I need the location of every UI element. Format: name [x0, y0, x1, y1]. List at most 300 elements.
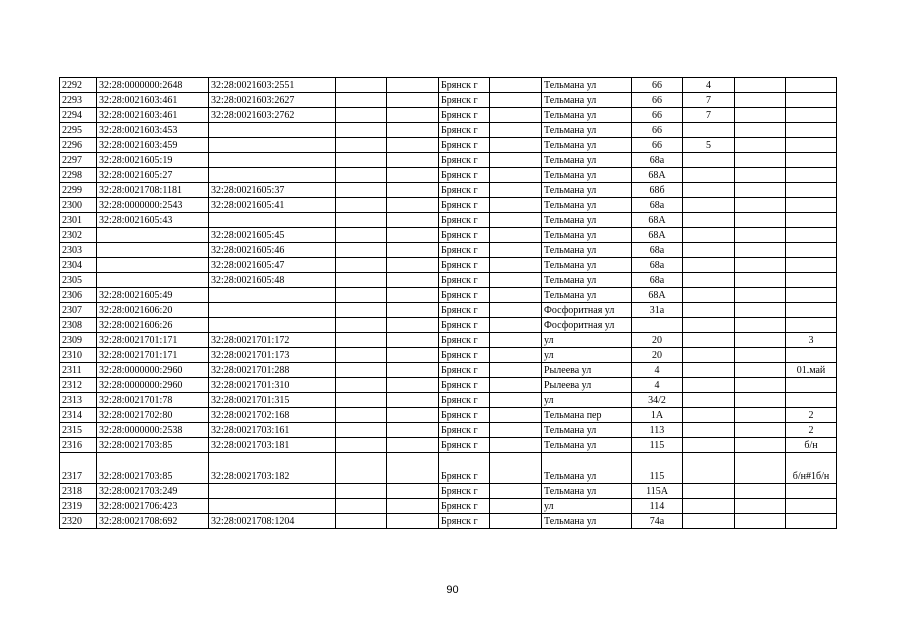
- table-cell: 66: [632, 78, 683, 93]
- table-cell: [387, 288, 439, 303]
- table-cell: [387, 408, 439, 423]
- table-cell: [735, 438, 786, 453]
- table-cell: 4: [632, 378, 683, 393]
- table-cell: 32:28:0021706:423: [97, 499, 209, 514]
- table-row: [60, 514, 837, 529]
- table-cell: [336, 213, 387, 228]
- table-cell: [735, 213, 786, 228]
- table-cell: Тельмана ул: [542, 183, 632, 198]
- table-row: [60, 123, 837, 138]
- table-row: [60, 499, 837, 514]
- table-cell: 2311: [60, 363, 97, 378]
- table-cell: [735, 198, 786, 213]
- table-cell: [735, 514, 786, 529]
- table-cell: [786, 123, 837, 138]
- table-cell: 32:28:0021603:461: [97, 93, 209, 108]
- table-cell: 32:28:0021703:85: [97, 453, 209, 484]
- table-cell: [735, 183, 786, 198]
- table-cell: 32:28:0021605:19: [97, 153, 209, 168]
- table-cell: 32:28:0021605:49: [97, 288, 209, 303]
- table-cell: Брянск г: [439, 514, 490, 529]
- table-cell: [387, 303, 439, 318]
- table-cell: [336, 243, 387, 258]
- table-cell: Брянск г: [439, 183, 490, 198]
- table-cell: 32:28:0021603:2762: [209, 108, 336, 123]
- table-cell: [786, 93, 837, 108]
- table-cell: [683, 318, 735, 333]
- table-row: [60, 273, 837, 288]
- table-cell: [490, 258, 542, 273]
- table-cell: Тельмана ул: [542, 228, 632, 243]
- table-cell: 32:28:0021702:168: [209, 408, 336, 423]
- table-cell: 66: [632, 138, 683, 153]
- table-cell: 2292: [60, 78, 97, 93]
- table-cell: [97, 258, 209, 273]
- table-cell: [683, 408, 735, 423]
- table-cell: 2296: [60, 138, 97, 153]
- table-cell: [387, 78, 439, 93]
- table-cell: 4: [683, 78, 735, 93]
- table-cell: 32:28:0021603:2627: [209, 93, 336, 108]
- table-cell: [336, 288, 387, 303]
- table-cell: Тельмана ул: [542, 78, 632, 93]
- table-cell: [387, 378, 439, 393]
- table-cell: 32:28:0021605:48: [209, 273, 336, 288]
- table-cell: 32:28:0021603:461: [97, 108, 209, 123]
- table-row: [60, 213, 837, 228]
- table-cell: [336, 78, 387, 93]
- table-cell: [735, 408, 786, 423]
- table-cell: [336, 348, 387, 363]
- table-cell: [683, 393, 735, 408]
- table-row: [60, 288, 837, 303]
- table-cell: 20: [632, 333, 683, 348]
- table-cell: [387, 438, 439, 453]
- table-cell: Брянск г: [439, 78, 490, 93]
- table-cell: 2312: [60, 378, 97, 393]
- table-cell: 114: [632, 499, 683, 514]
- table-cell: [387, 258, 439, 273]
- table-cell: 1А: [632, 408, 683, 423]
- table-cell: 32:28:0021605:37: [209, 183, 336, 198]
- table-cell: [683, 499, 735, 514]
- table-cell: [387, 168, 439, 183]
- table-cell: 68А: [632, 213, 683, 228]
- table-cell: [735, 153, 786, 168]
- table-cell: Фосфоритная ул: [542, 303, 632, 318]
- table-cell: [490, 288, 542, 303]
- table-cell: [490, 393, 542, 408]
- table-cell: [786, 348, 837, 363]
- table-cell: 32:28:0021701:78: [97, 393, 209, 408]
- table-cell: [490, 213, 542, 228]
- table-cell: 32:28:0021605:27: [97, 168, 209, 183]
- table-cell: 68а: [632, 198, 683, 213]
- table-cell: Рылеева ул: [542, 363, 632, 378]
- table-cell: [735, 499, 786, 514]
- table-row: [60, 228, 837, 243]
- table-row: [60, 348, 837, 363]
- table-cell: 74а: [632, 514, 683, 529]
- table-cell: 68А: [632, 168, 683, 183]
- table-cell: Тельмана пер: [542, 408, 632, 423]
- table-cell: 2320: [60, 514, 97, 529]
- table-cell: 2298: [60, 168, 97, 183]
- table-cell: 32:28:0021703:181: [209, 438, 336, 453]
- table-cell: [735, 484, 786, 499]
- table-cell: Брянск г: [439, 288, 490, 303]
- table-cell: [490, 168, 542, 183]
- table-cell: [786, 168, 837, 183]
- table-cell: [490, 514, 542, 529]
- table-cell: 68А: [632, 228, 683, 243]
- table-cell: 2294: [60, 108, 97, 123]
- table-cell: 32:28:0000000:2538: [97, 423, 209, 438]
- table-row: [60, 453, 837, 484]
- page-number: 90: [446, 584, 459, 596]
- table-cell: [336, 423, 387, 438]
- table-cell: [786, 228, 837, 243]
- table-cell: [490, 93, 542, 108]
- table-cell: [735, 168, 786, 183]
- table-cell: 2309: [60, 333, 97, 348]
- table-cell: [387, 138, 439, 153]
- table-cell: 32:28:0021603:459: [97, 138, 209, 153]
- table-cell: Тельмана ул: [542, 93, 632, 108]
- table-cell: Брянск г: [439, 378, 490, 393]
- table-row: [60, 318, 837, 333]
- table-cell: 3: [786, 333, 837, 348]
- table-cell: [209, 499, 336, 514]
- table-cell: [209, 123, 336, 138]
- table-cell: 68а: [632, 243, 683, 258]
- table-row: [60, 438, 837, 453]
- table-cell: Брянск г: [439, 213, 490, 228]
- table-cell: [336, 138, 387, 153]
- table-cell: 2: [786, 423, 837, 438]
- table-cell: Тельмана ул: [542, 138, 632, 153]
- table-row: [60, 393, 837, 408]
- table-cell: [683, 273, 735, 288]
- table-cell: 32:28:0021701:288: [209, 363, 336, 378]
- table-cell: Брянск г: [439, 273, 490, 288]
- table-cell: [387, 393, 439, 408]
- table-cell: ул: [542, 499, 632, 514]
- table-cell: [490, 123, 542, 138]
- table-cell: Брянск г: [439, 423, 490, 438]
- table-cell: [786, 514, 837, 529]
- table-cell: Тельмана ул: [542, 484, 632, 499]
- table-cell: [786, 288, 837, 303]
- table-cell: [683, 198, 735, 213]
- table-cell: [490, 183, 542, 198]
- table-cell: 4: [632, 363, 683, 378]
- table-cell: [336, 108, 387, 123]
- table-cell: [490, 363, 542, 378]
- table-cell: [336, 318, 387, 333]
- table-cell: Тельмана ул: [542, 258, 632, 273]
- table-cell: [735, 363, 786, 378]
- table-cell: [735, 228, 786, 243]
- table-cell: 68а: [632, 153, 683, 168]
- table-cell: 2305: [60, 273, 97, 288]
- table-cell: [786, 108, 837, 123]
- table-cell: [336, 514, 387, 529]
- table-cell: ул: [542, 348, 632, 363]
- table-cell: 32:28:0021605:46: [209, 243, 336, 258]
- table-cell: 115: [632, 453, 683, 484]
- table-cell: [786, 499, 837, 514]
- table-cell: [683, 258, 735, 273]
- table-cell: [490, 228, 542, 243]
- table-cell: 2297: [60, 153, 97, 168]
- table-cell: [735, 108, 786, 123]
- table-cell: [336, 438, 387, 453]
- table-cell: 31а: [632, 303, 683, 318]
- table-cell: Тельмана ул: [542, 108, 632, 123]
- table-cell: 68А: [632, 288, 683, 303]
- table-cell: 32:28:0021605:43: [97, 213, 209, 228]
- table-cell: [735, 123, 786, 138]
- table-cell: [387, 333, 439, 348]
- table-cell: 2308: [60, 318, 97, 333]
- table-cell: [735, 78, 786, 93]
- table-row: [60, 153, 837, 168]
- table-cell: [387, 243, 439, 258]
- table-cell: Тельмана ул: [542, 168, 632, 183]
- table-cell: Брянск г: [439, 243, 490, 258]
- table-cell: [490, 378, 542, 393]
- table-cell: [209, 138, 336, 153]
- table-cell: 2319: [60, 499, 97, 514]
- table-cell: [786, 183, 837, 198]
- table-cell: 2299: [60, 183, 97, 198]
- table-cell: [490, 438, 542, 453]
- table-cell: Брянск г: [439, 228, 490, 243]
- table-cell: [336, 183, 387, 198]
- table-cell: [490, 78, 542, 93]
- table-row: [60, 484, 837, 499]
- table-cell: 2307: [60, 303, 97, 318]
- table-cell: Рылеева ул: [542, 378, 632, 393]
- table-row: [60, 78, 837, 93]
- table-cell: [490, 243, 542, 258]
- table-cell: 2313: [60, 393, 97, 408]
- table-cell: [490, 198, 542, 213]
- table-cell: 2295: [60, 123, 97, 138]
- table-cell: [683, 288, 735, 303]
- table-cell: [97, 243, 209, 258]
- table-cell: Брянск г: [439, 348, 490, 363]
- table-cell: 32:28:0000000:2648: [97, 78, 209, 93]
- table-cell: [387, 453, 439, 484]
- table-cell: [209, 168, 336, 183]
- table-cell: [786, 243, 837, 258]
- table-cell: Брянск г: [439, 198, 490, 213]
- table-cell: Брянск г: [439, 168, 490, 183]
- table-cell: [683, 438, 735, 453]
- table-cell: 68а: [632, 258, 683, 273]
- table-cell: [387, 318, 439, 333]
- table-cell: [683, 378, 735, 393]
- table-cell: 115: [632, 438, 683, 453]
- table-cell: 32:28:0021703:161: [209, 423, 336, 438]
- table-cell: [336, 168, 387, 183]
- table-cell: [209, 288, 336, 303]
- table-cell: 2310: [60, 348, 97, 363]
- table-cell: [735, 93, 786, 108]
- table-cell: [387, 153, 439, 168]
- table-cell: 68а: [632, 273, 683, 288]
- table-cell: [336, 303, 387, 318]
- table-cell: [490, 423, 542, 438]
- table-cell: Тельмана ул: [542, 423, 632, 438]
- table-cell: [683, 243, 735, 258]
- table-cell: 32:28:0000000:2543: [97, 198, 209, 213]
- table-cell: 20: [632, 348, 683, 363]
- table-cell: [387, 514, 439, 529]
- table-cell: [683, 213, 735, 228]
- table-cell: 2318: [60, 484, 97, 499]
- table-cell: [683, 423, 735, 438]
- table-cell: Тельмана ул: [542, 273, 632, 288]
- table-cell: [336, 363, 387, 378]
- table-cell: [490, 484, 542, 499]
- table-cell: [683, 348, 735, 363]
- table-cell: 32:28:0021606:26: [97, 318, 209, 333]
- table-cell: 34/2: [632, 393, 683, 408]
- table-cell: 66: [632, 93, 683, 108]
- table-cell: [786, 318, 837, 333]
- table-cell: [735, 258, 786, 273]
- table-cell: [683, 453, 735, 484]
- table-cell: [786, 273, 837, 288]
- table-cell: [683, 303, 735, 318]
- table-cell: 68б: [632, 183, 683, 198]
- table-cell: 2306: [60, 288, 97, 303]
- table-cell: 32:28:0021605:41: [209, 198, 336, 213]
- table-cell: [336, 333, 387, 348]
- table-cell: 2314: [60, 408, 97, 423]
- table-cell: [683, 153, 735, 168]
- table-cell: 66: [632, 123, 683, 138]
- table-cell: [336, 198, 387, 213]
- table-cell: [786, 153, 837, 168]
- table-cell: [786, 378, 837, 393]
- table-cell: [490, 333, 542, 348]
- table-cell: 32:28:0021603:2551: [209, 78, 336, 93]
- table-cell: [336, 453, 387, 484]
- table-cell: [97, 228, 209, 243]
- table-cell: [387, 123, 439, 138]
- table-cell: [735, 243, 786, 258]
- table-cell: 32:28:0021703:182: [209, 453, 336, 484]
- table-row: [60, 93, 837, 108]
- table-cell: [490, 273, 542, 288]
- table-cell: 32:28:0021708:1204: [209, 514, 336, 529]
- table-cell: 2: [786, 408, 837, 423]
- table-row: [60, 363, 837, 378]
- table-cell: [209, 213, 336, 228]
- table-cell: [490, 348, 542, 363]
- table-cell: [683, 363, 735, 378]
- table-cell: 2300: [60, 198, 97, 213]
- table-cell: [786, 138, 837, 153]
- table-cell: [387, 93, 439, 108]
- table-cell: б/н: [786, 438, 837, 453]
- table-row: [60, 333, 837, 348]
- table-cell: [735, 138, 786, 153]
- registry-table: [59, 77, 837, 529]
- table-cell: [387, 363, 439, 378]
- table-row: [60, 303, 837, 318]
- table-cell: [336, 153, 387, 168]
- table-row: [60, 243, 837, 258]
- table-cell: 32:28:0000000:2960: [97, 363, 209, 378]
- table-cell: б/н#1б/н: [786, 453, 837, 484]
- table-cell: Брянск г: [439, 318, 490, 333]
- table-cell: [683, 484, 735, 499]
- table-cell: Брянск г: [439, 108, 490, 123]
- table-cell: 5: [683, 138, 735, 153]
- table-cell: [683, 168, 735, 183]
- table-cell: 2304: [60, 258, 97, 273]
- table-cell: Брянск г: [439, 408, 490, 423]
- table-cell: 32:28:0021708:1181: [97, 183, 209, 198]
- table-row: [60, 258, 837, 273]
- table-row: [60, 408, 837, 423]
- table-cell: Тельмана ул: [542, 514, 632, 529]
- table-cell: 32:28:0021605:45: [209, 228, 336, 243]
- table-cell: [490, 318, 542, 333]
- table-cell: [336, 123, 387, 138]
- table-cell: 115А: [632, 484, 683, 499]
- table-cell: 2316: [60, 438, 97, 453]
- table-cell: 7: [683, 108, 735, 123]
- table-cell: Фосфоритная ул: [542, 318, 632, 333]
- table-cell: Брянск г: [439, 393, 490, 408]
- table-cell: [387, 213, 439, 228]
- table-cell: 32:28:0021703:249: [97, 484, 209, 499]
- table-cell: ул: [542, 333, 632, 348]
- table-cell: Брянск г: [439, 453, 490, 484]
- table-cell: [786, 258, 837, 273]
- table-cell: Тельмана ул: [542, 198, 632, 213]
- table-cell: 2302: [60, 228, 97, 243]
- table-row: [60, 423, 837, 438]
- table-cell: [336, 378, 387, 393]
- table-cell: [786, 78, 837, 93]
- table-cell: 32:28:0021708:692: [97, 514, 209, 529]
- table-cell: [735, 288, 786, 303]
- table-cell: Тельмана ул: [542, 453, 632, 484]
- table-cell: [735, 393, 786, 408]
- table-cell: [97, 273, 209, 288]
- table-cell: [336, 93, 387, 108]
- table-cell: 113: [632, 423, 683, 438]
- table-cell: [387, 348, 439, 363]
- table-cell: 2315: [60, 423, 97, 438]
- table-cell: Брянск г: [439, 499, 490, 514]
- table-cell: [336, 228, 387, 243]
- table-cell: [683, 183, 735, 198]
- table-cell: 2293: [60, 93, 97, 108]
- table-cell: 32:28:0021701:310: [209, 378, 336, 393]
- table-cell: 7: [683, 93, 735, 108]
- table-cell: [786, 484, 837, 499]
- table-cell: Брянск г: [439, 153, 490, 168]
- table-cell: [735, 318, 786, 333]
